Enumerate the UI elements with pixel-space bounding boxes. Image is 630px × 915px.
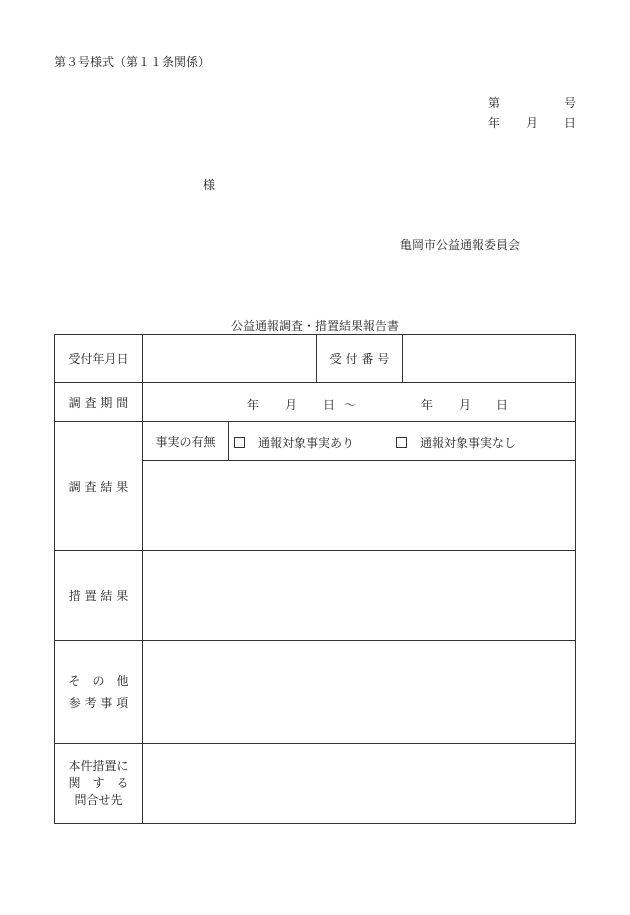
month-label: 月 (525, 116, 538, 130)
period-end-month: 月 (459, 398, 472, 412)
period-end-year: 年 (421, 398, 434, 412)
form-number: 第３号様式（第１１条関係） (54, 55, 211, 69)
fact-yes-option[interactable] (234, 434, 354, 451)
addressee-suffix: 様 (203, 178, 216, 192)
reception-number-label: 受 付 番 号 (329, 352, 390, 366)
fact-yes-label: 通報対象事実あり (258, 436, 355, 450)
number-prefix: 第 (488, 96, 501, 110)
period-start-year: 年 (247, 398, 260, 412)
column-divider (228, 421, 229, 460)
period-start-day: 日 (323, 398, 336, 412)
investigation-period-label: 調 査 期 間 (68, 395, 129, 410)
reception-date-field[interactable] (143, 335, 316, 382)
contact-label-line: 問合せ先 (74, 793, 123, 807)
measures-result-field[interactable] (143, 551, 575, 640)
day-label: 日 (563, 116, 576, 130)
period-end-day: 日 (496, 398, 509, 412)
contact-field[interactable] (143, 744, 575, 823)
other-reference-line: そ の 他 (68, 674, 129, 688)
other-reference-field[interactable] (143, 641, 575, 743)
checkbox-icon[interactable] (234, 437, 245, 448)
other-reference-line: 参 考 事 項 (68, 696, 129, 710)
fact-no-label: 通報対象事実なし (420, 436, 517, 450)
year-label: 年 (488, 116, 501, 130)
checkbox-icon[interactable] (396, 437, 407, 448)
contact-label (55, 744, 142, 823)
report-table (54, 334, 576, 824)
investigation-result-field[interactable] (143, 461, 575, 550)
fact-no-option[interactable] (396, 434, 516, 451)
number-suffix: 号 (563, 96, 576, 110)
measures-result-label: 措 置 結 果 (68, 589, 129, 603)
investigation-result-label: 調 査 結 果 (68, 479, 129, 494)
document-number-line (488, 94, 576, 111)
other-reference-label (55, 641, 142, 743)
contact-label-line: 本件措置に (68, 759, 129, 773)
issuer-name: 亀岡市公益通報委員会 (400, 238, 521, 252)
period-separator: ～ (344, 398, 357, 412)
reception-number-field[interactable] (403, 335, 575, 382)
fact-existence-label: 事実の有無 (155, 434, 216, 449)
issue-date-line (488, 114, 576, 131)
contact-label-line: 関 す る (68, 776, 129, 790)
period-start-month: 月 (285, 398, 298, 412)
document-title: 公益通報調査・措置結果報告書 (230, 319, 399, 333)
reception-date-label: 受付年月日 (68, 352, 129, 366)
